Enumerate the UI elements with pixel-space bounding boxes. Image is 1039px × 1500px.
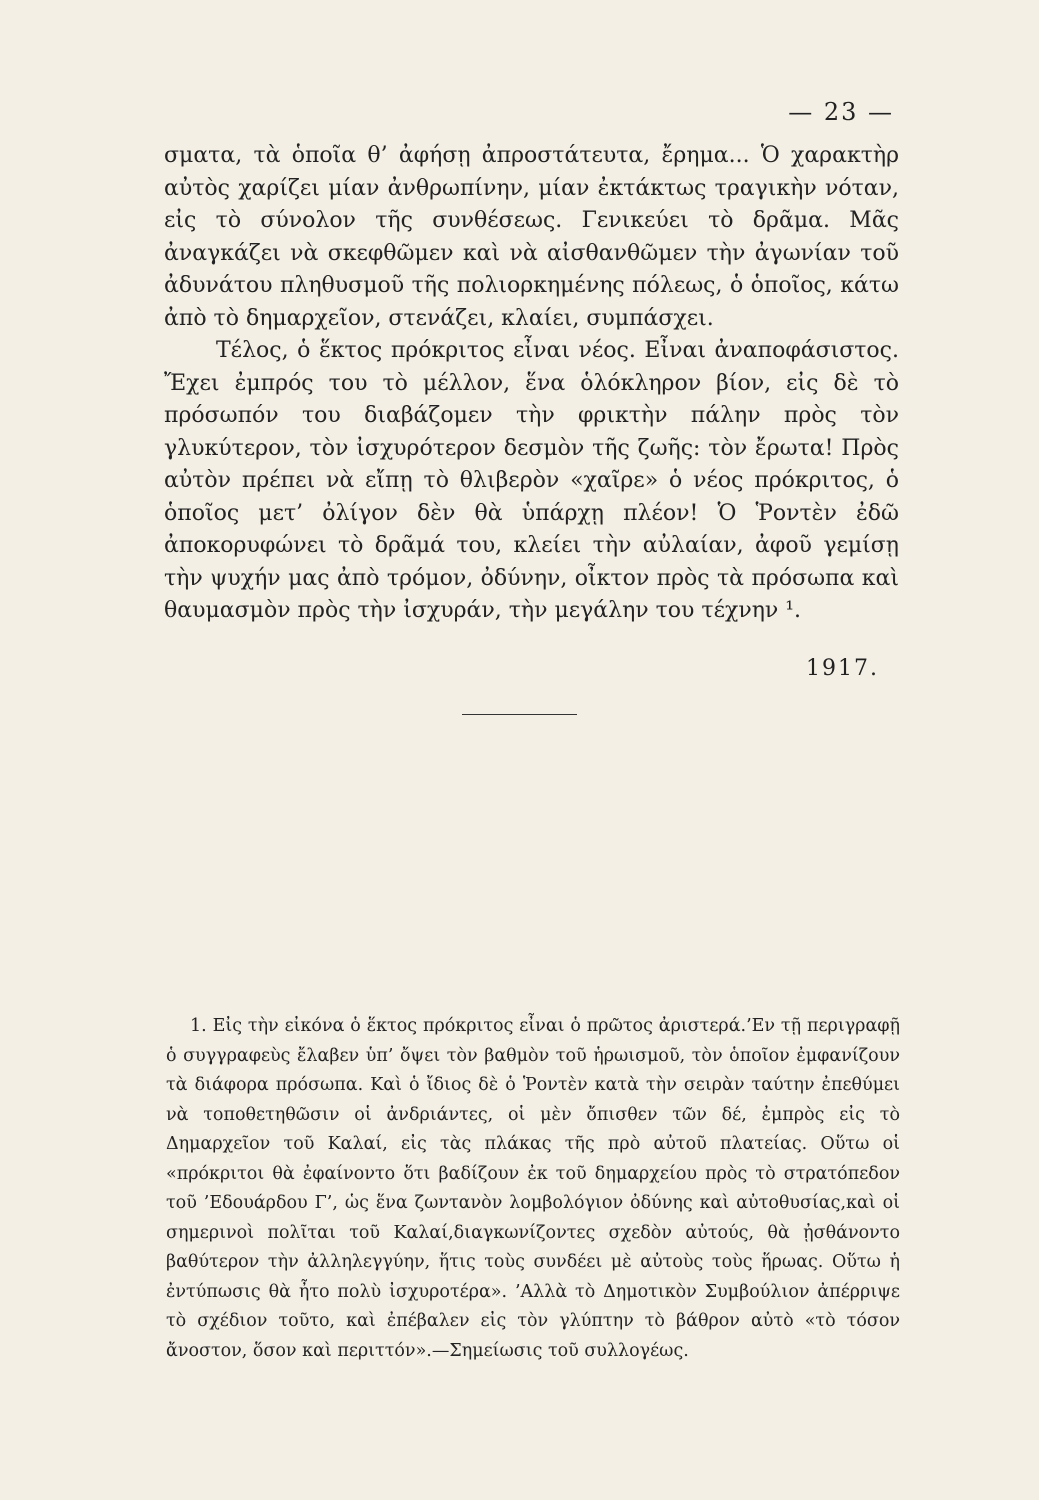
date: 1917.: [806, 656, 879, 681]
page-number: — 23 —: [788, 98, 894, 126]
footnote: [166, 1012, 900, 1366]
paragraph: σματα, τὰ ὁποῖα θ’ ἀφήσῃ ἀπροστάτευτα, ἔρημα... Ὁ χαρακτὴρ αὐτὸς χαρίζει μίαν ἀνθρωπίνην, μίαν ἐκτάκτως τραγικὴν νόταν, εἰς τὸ σύνολον τῆς συνθέσεως. Γενικεύει τὸ δρᾶμα. Μᾶς ἀναγκάζει νὰ σκεφθῶμεν καὶ νὰ αἰσθανθῶμεν τὴν ἀγωνίαν τοῦ ἀδυνάτου πληθυσμοῦ τῆς πολιορκημένης πόλεως, ὁ ὁποῖος, κάτω ἀπὸ τὸ δημαρχεῖον, στενάζει, κλαίει, συμπάσχει.: [164, 143, 899, 331]
footnote-text: 1. Εἰς τὴν εἰκόνα ὁ ἕκτος πρόκριτος εἶναι ὁ πρῶτος ἀριστερά.’Εν τῇ περιγραφῇ ὁ συγγραφεὺς ἔλαβεν ὑπ’ ὄψει τὸν βαθμὸν τοῦ ἡρωισμοῦ, τὸν ὁποῖον ἐμφανίζουν τὰ διάφορα πρόσωπα. Καὶ ὁ ἴδιος δὲ ὁ Ῥοντὲν κατὰ τὴν σειρὰν ταύτην ἐπεθύμει νὰ τοποθετηθῶσιν οἱ ἀνδριάντες, οἱ μὲν ὄπισθεν τῶν δέ, ἐμπρὸς εἰς τὸ Δημαρχεῖον τοῦ Καλαί, εἰς τὰς πλάκας τῆς πρὸ αὐτοῦ πλατείας. Οὕτω οἱ «πρόκριτοι θὰ ἐφαίνοντο ὅτι βαδίζουν ἐκ τοῦ δημαρχείου πρὸς τὸ στρατόπεδον τοῦ ’Εδουάρδου Γ’, ὡς ἕνα ζωντανὸν λομβολόγιον ὀδύνης καὶ αὐτοθυσίας,καὶ οἱ σημερινοὶ πολῖται τοῦ Καλαί,διαγκωνίζοντες σχεδὸν αὐτούς, θὰ ᾐσθάνοντο βαθύτερον τὴν ἀλληλεγγύην, ἥτις τοὺς συνδέει μὲ αὐτοὺς τοὺς ἥρωας. Οὕτω ἡ ἐντύπωσις θὰ ἦτο πολὺ ἰσχυροτέρα». ’Αλλὰ τὸ Δημοτικὸν Συμβούλιον ἀπέρριψε τὸ σχέδιον τοῦτο, καὶ ἐπέβαλεν εἰς τὸν γλύπτην τὸ βάθρον αὐτὸ «τὸ τόσον ἄνοστον, ὅσον καὶ περιττόν».—Σημείωσις τοῦ συλλογέως.: [166, 1016, 900, 1361]
main-text: [164, 140, 899, 628]
paragraph: Τέλος, ὁ ἕκτος πρόκριτος εἶναι νέος. Εἶναι ἀναποφάσιστος. Ἔχει ἐμπρός του τὸ μέλλον, ἕνα ὁλόκληρον βίον, εἰς δὲ τὸ πρόσωπόν του διαβάζομεν τὴν φρικτὴν πάλην πρὸς τὸν γλυκύτερον, τὸν ἰσχυρότερον δεσμὸν τῆς ζωῆς: τὸν ἔρωτα! Πρὸς αὐτὸν πρέπει νὰ εἴπῃ τὸ θλιβερὸν «χαῖρε» ὁ νέος πρόκριτος, ὁ ὁποῖος μετ’ ὀλίγον δὲν θὰ ὑπάρχῃ πλέον! Ὁ Ῥοντὲν ἐδῶ ἀποκορυφώνει τὸ δρᾶμά του, κλείει τὴν αὐλαίαν, ἀφοῦ γεμίσῃ τὴν ψυχήν μας ἀπὸ τρόμον, ὀδύνην, οἶκτον πρὸς τὰ πρόσωπα καὶ θαυμασμὸν πρὸς τὴν ἰσχυράν, τὴν μεγάλην του τέχνην ¹.: [164, 338, 899, 623]
divider: [462, 714, 577, 715]
